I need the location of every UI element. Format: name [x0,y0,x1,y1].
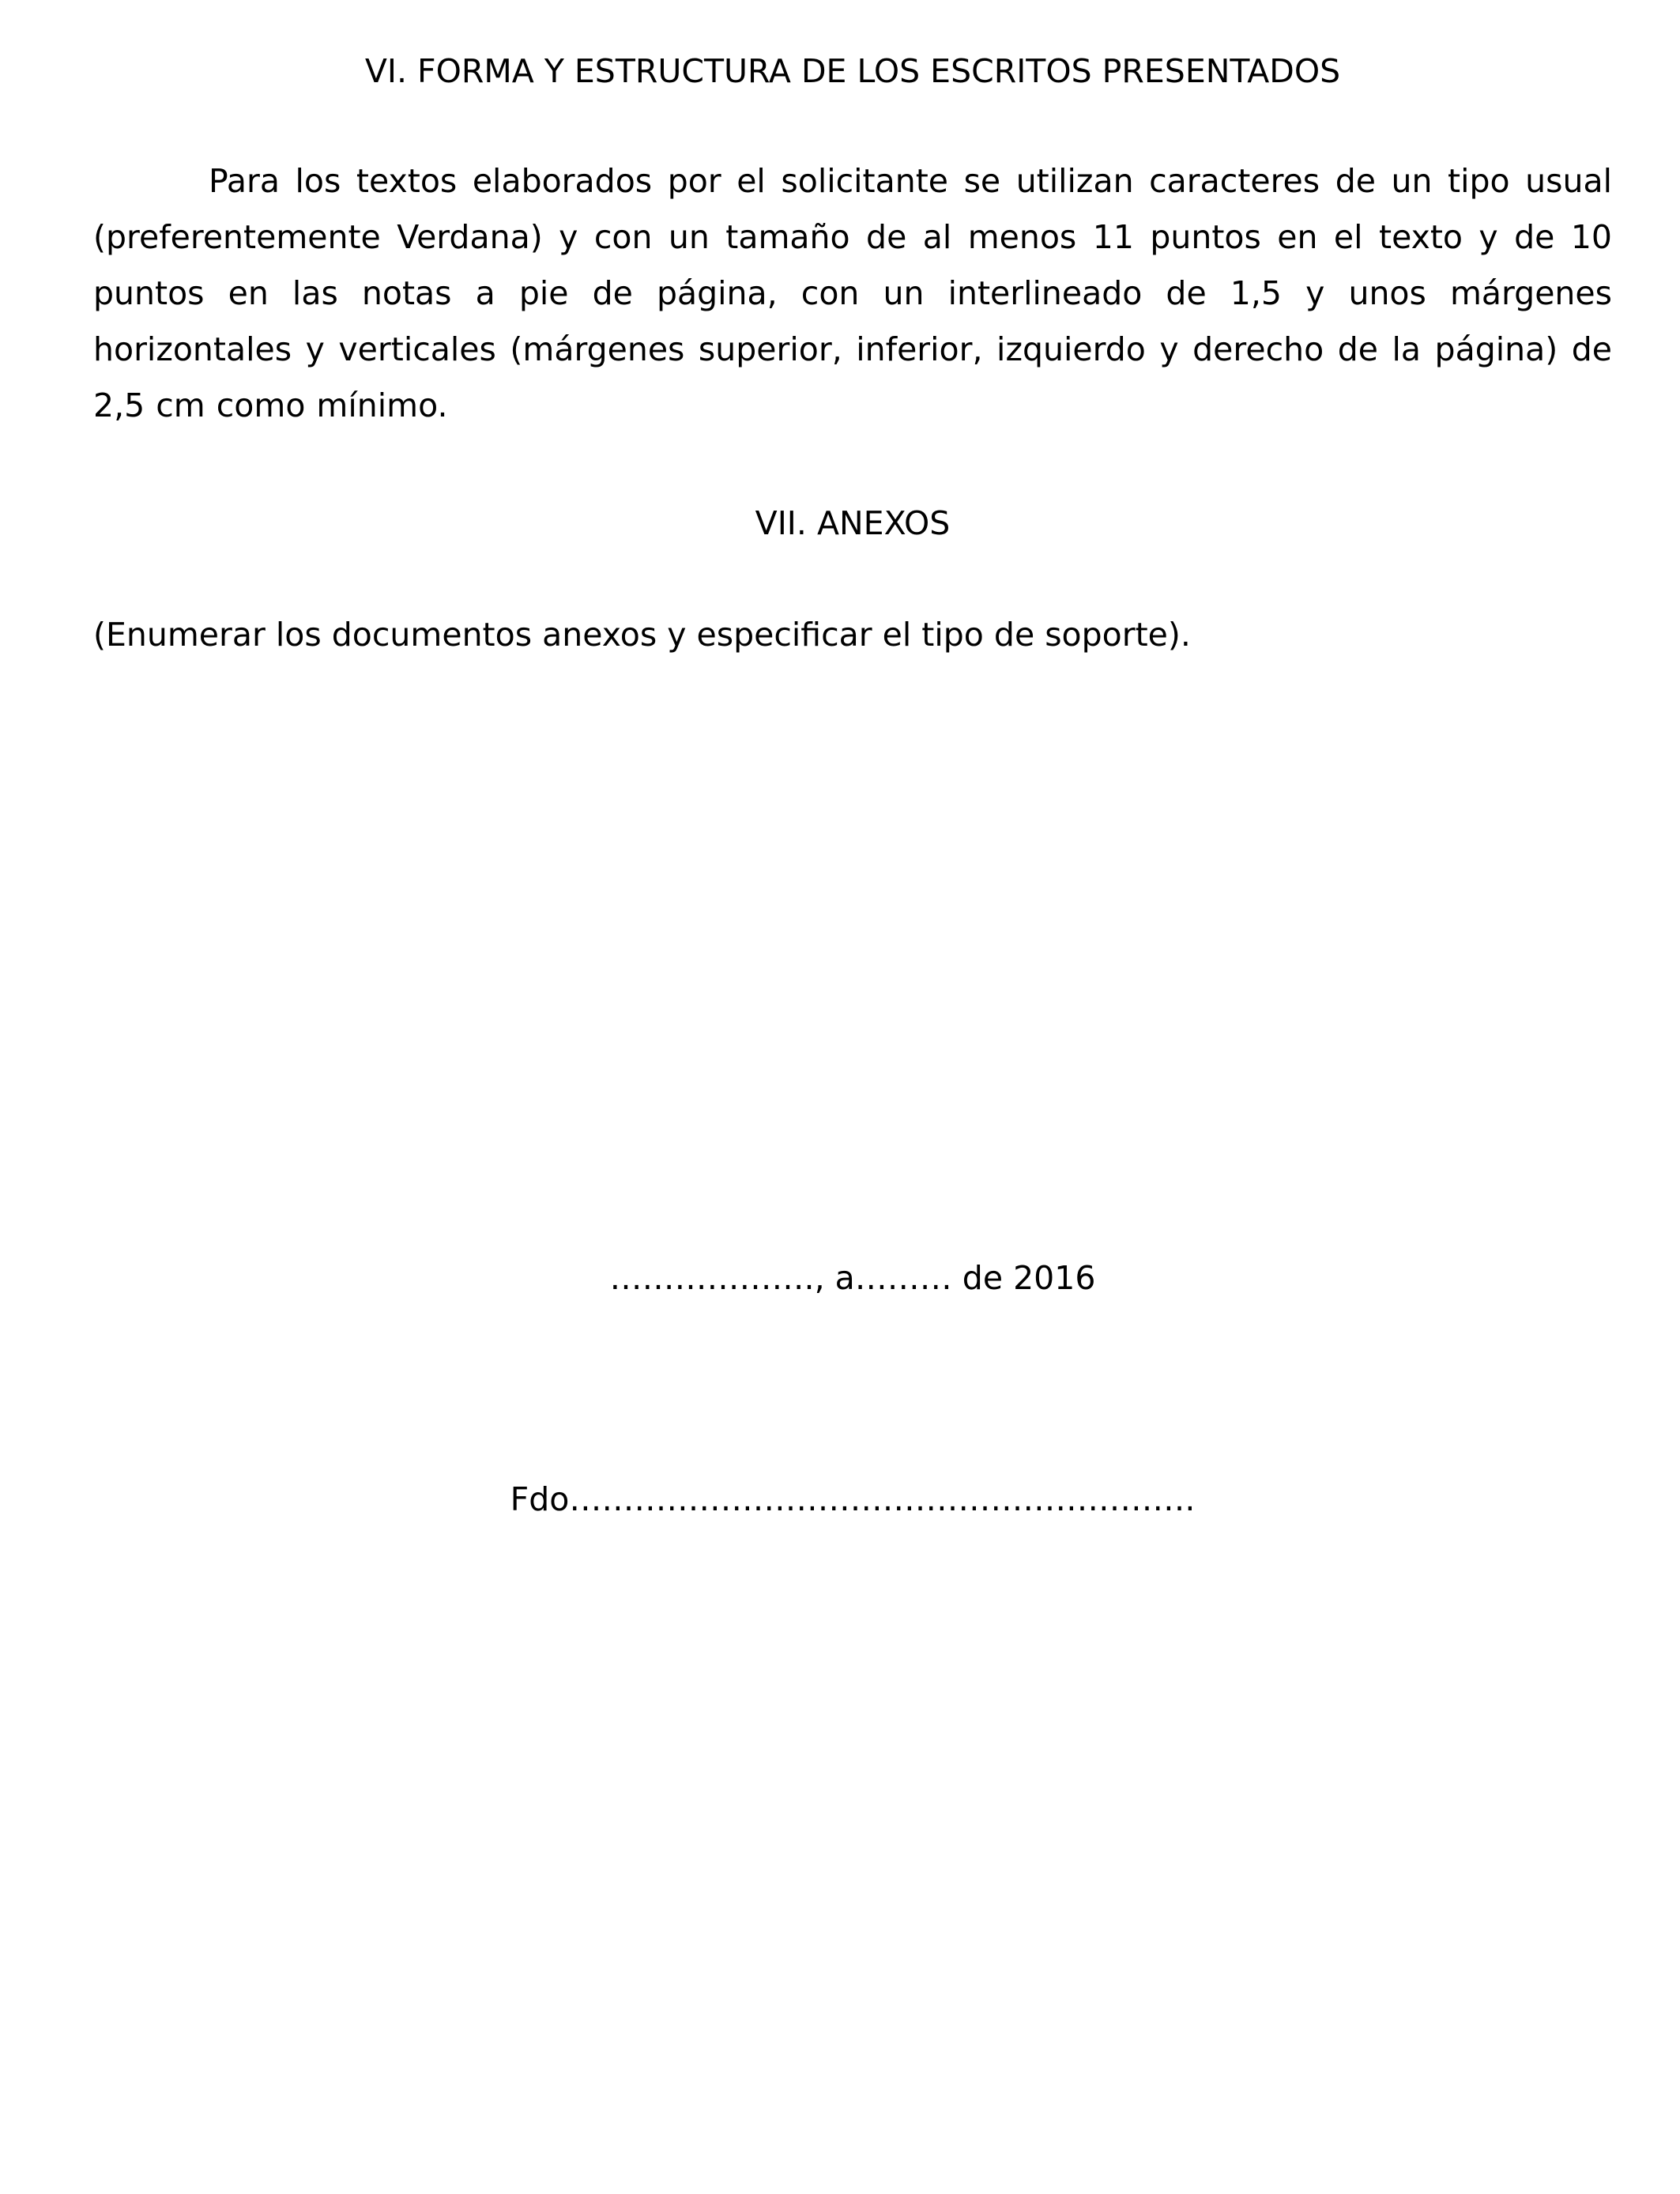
section-vi-heading: VI. FORMA Y ESTRUCTURA DE LOS ESCRITOS PRESENTADOS [364,52,1341,90]
section-vi-paragraph: Para los textos elaborados por el solicitante se utilizan caracteres de un tipo usual (preferentemente Verdana) y con un tamaño de al menos 11 puntos en el texto y de 10 puntos en las notas a pie de página, con un interlineado de 1,5 y unos márgenes horizontales y verticales (márgenes superior, inferior, izquierdo y derecho de la página) de 2,5 cm como mínimo. [93,162,1612,424]
date-line: ………………., a……… de 2016 [609,1259,1096,1297]
section-vii-heading: VII. ANEXOS [755,504,951,542]
annex-instructions: (Enumerar los documentos anexos y especificar el tipo de soporte). [93,616,1191,654]
signature-line: Fdo…………………………………………………. [510,1480,1196,1518]
